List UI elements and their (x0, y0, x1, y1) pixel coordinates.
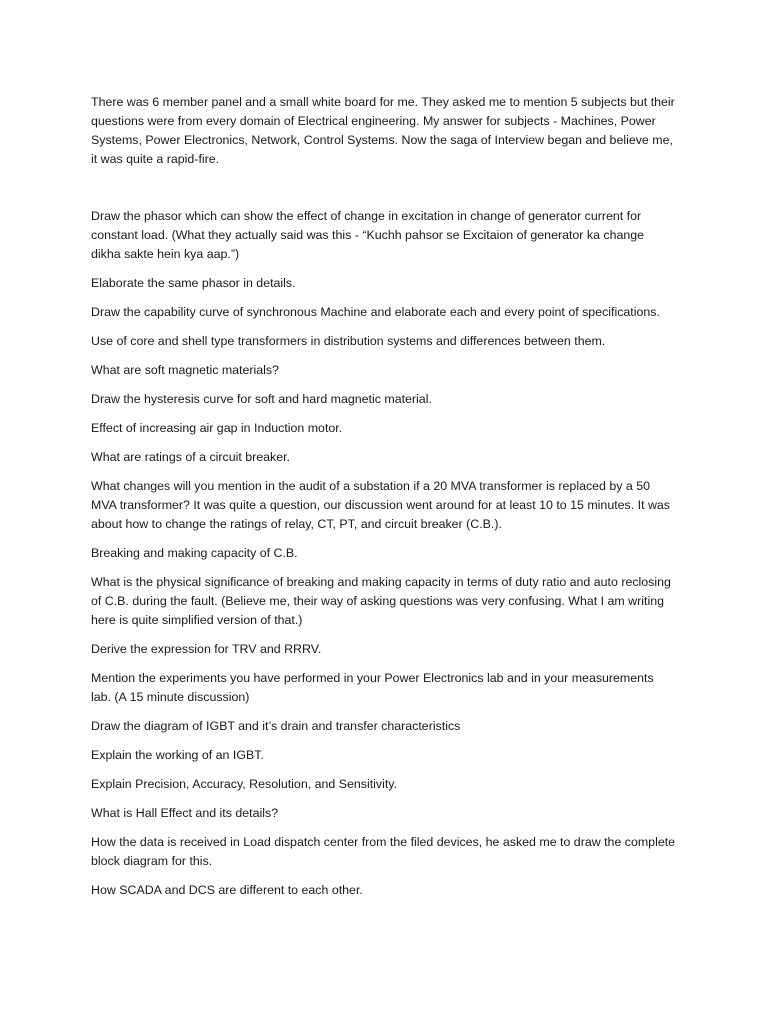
question-16: Explain Precision, Accuracy, Resolution, and Sensitivity. (91, 777, 398, 791)
question-12: Derive the expression for TRV and RRRV. (91, 642, 322, 656)
question-11: What is the physical significance of breaking and making capacity in terms of duty ratio and auto reclosing of C.B. during the fault. (Believe me, their way of asking questions was very confusing. What I am writing here is quite simplified version of that.) (91, 575, 671, 627)
document-page (91, 93, 676, 910)
question-17: What is Hall Effect and its details? (91, 806, 279, 820)
question-4: Use of core and shell type transformers in distribution systems and differences between them. (91, 334, 606, 348)
question-10: Breaking and making capacity of C.B. (91, 546, 298, 560)
question-3: Draw the capability curve of synchronous Machine and elaborate each and every point of specifications. (91, 305, 660, 319)
question-13: Mention the experiments you have performed in your Power Electronics lab and in your measurements lab. (A 15 minute discussion) (91, 671, 654, 704)
question-5: What are soft magnetic materials? (91, 363, 280, 377)
intro-paragraph: There was 6 member panel and a small white board for me. They asked me to mention 5 subjects but their questions were from every domain of Electrical engineering. My answer for subjects - Machines, Power Systems, Power Electronics, Network, Control Systems. Now the saga of Interview began and believe me, it was quite a rapid-fire. (91, 95, 675, 166)
question-19: How SCADA and DCS are different to each other. (91, 883, 363, 897)
question-14: Draw the diagram of IGBT and it’s drain and transfer characteristics (91, 719, 461, 733)
question-7: Effect of increasing air gap in Induction motor. (91, 421, 343, 435)
question-18: How the data is received in Load dispatch center from the filed devices, he asked me to draw the complete block diagram for this. (91, 835, 676, 868)
question-9: What changes will you mention in the audit of a substation if a 20 MVA transformer is replaced by a 50 MVA transformer? It was quite a question, our discussion went around for at least 10 to 15 minutes. It was about how to change the ratings of relay, CT, PT, and circuit breaker (C.B.). (91, 479, 670, 531)
question-2: Elaborate the same phasor in details. (91, 276, 296, 290)
question-15: Explain the working of an IGBT. (91, 748, 264, 762)
question-8: What are ratings of a circuit breaker. (91, 450, 291, 464)
question-6: Draw the hysteresis curve for soft and hard magnetic material. (91, 392, 432, 406)
question-1: Draw the phasor which can show the effect of change in excitation in change of generator current for constant load. (What they actually said was this - “Kuchh pahsor se Excitaion of generator ka change dikha sakte hein kya aap.”) (91, 209, 645, 261)
